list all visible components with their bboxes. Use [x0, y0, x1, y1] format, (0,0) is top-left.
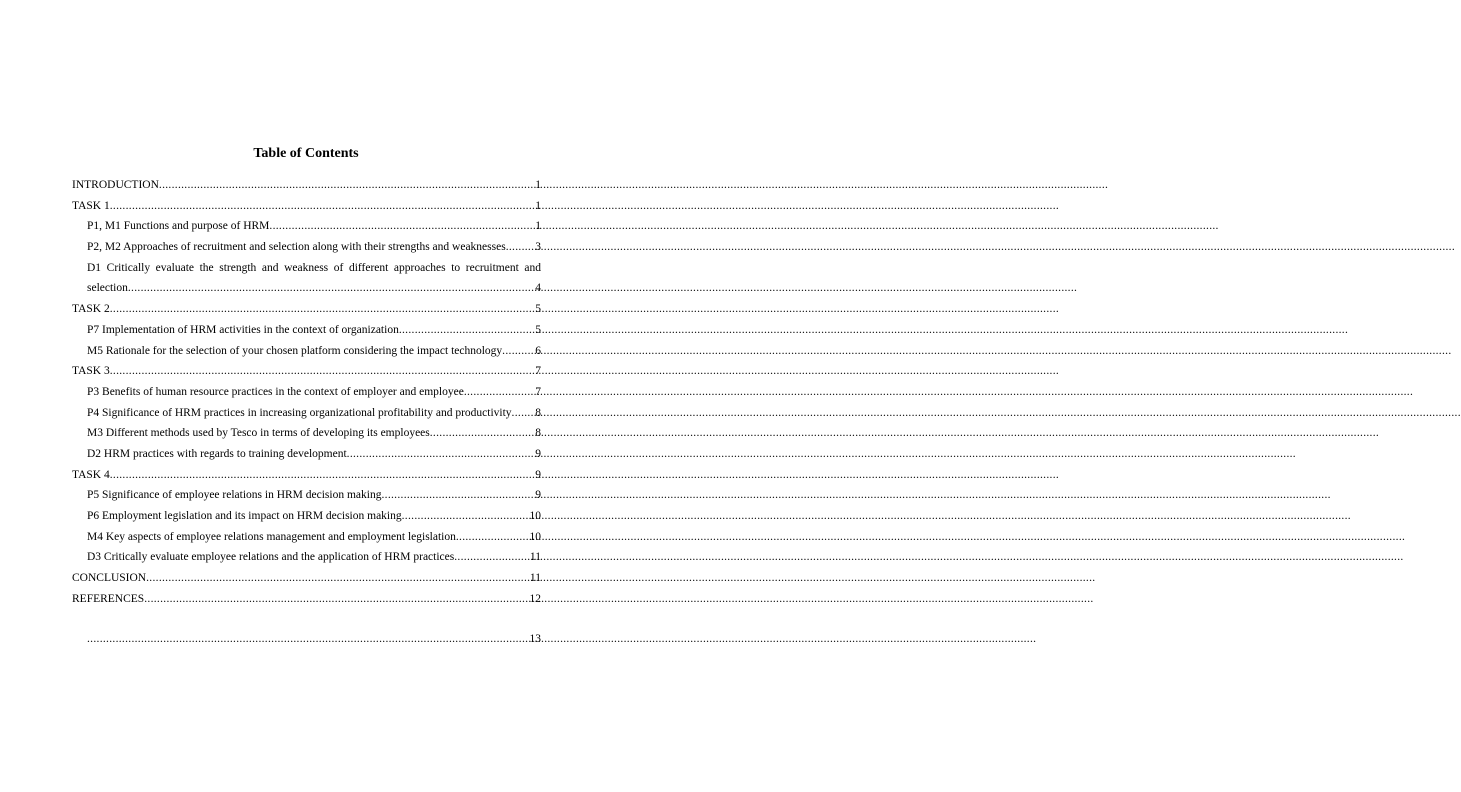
toc-entry-task-3[interactable]	[72, 361, 541, 382]
toc-entry-label: D3 Critically evaluate employee relations and the application of HRM practices	[87, 551, 455, 564]
toc-entry-label: M4 Key aspects of employee relations management and employment legislation	[87, 530, 456, 543]
toc-entry-d2[interactable]	[72, 444, 541, 465]
toc-entry-p6[interactable]	[72, 506, 541, 527]
toc-page-number: 9	[535, 468, 541, 481]
toc-entry-label: P6 Employment legislation and its impact on HRM decision making	[87, 510, 402, 522]
toc-page-number: 11	[529, 572, 541, 585]
toc-entry-label: TASK 4	[72, 468, 110, 481]
dot-leader	[144, 589, 528, 610]
dot-leader	[110, 299, 535, 320]
toc-entry-references[interactable]	[72, 589, 541, 610]
dot-leader	[456, 527, 529, 548]
toc-page-number: 1	[535, 179, 541, 191]
dot-leader	[506, 237, 535, 258]
toc-entry-task-4[interactable]	[72, 465, 541, 486]
toc-entry-label: D2 HRM practices with regards to training development	[87, 447, 347, 460]
toc-page-number: 10	[529, 510, 541, 522]
toc-page-number: 7	[535, 365, 541, 378]
toc-page-number: 1	[535, 220, 541, 233]
dot-leader	[110, 196, 535, 217]
toc-page-number: 8	[535, 427, 541, 440]
toc-entry-unlabeled[interactable]	[72, 629, 541, 650]
dot-leader	[146, 568, 529, 589]
toc-page-number: 9	[535, 447, 541, 460]
toc-entry-label: P2, M2 Approaches of recruitment and selection along with their strengths and weaknesses	[87, 241, 506, 254]
dot-leader	[502, 341, 534, 362]
toc-entry-label: P1, M1 Functions and purpose of HRM	[87, 220, 270, 233]
toc-page-number: 11	[529, 551, 541, 564]
toc-entry-conclusion[interactable]	[72, 568, 541, 589]
toc-page-number: 3	[535, 241, 541, 254]
toc-entry-m4[interactable]	[72, 527, 541, 548]
toc-entry-label: P5 Significance of employee relations in HRM decision making	[87, 489, 382, 502]
dot-leader	[110, 361, 535, 382]
dot-leader	[402, 506, 529, 527]
toc-entry-m3[interactable]	[72, 423, 541, 444]
toc-entry-label: M5 Rationale for the selection of your chosen platform considering the impact technology	[87, 344, 503, 357]
toc-entry-label: CONCLUSION	[72, 572, 147, 585]
toc-title: Table of Contents	[253, 146, 359, 161]
toc-entry-m5[interactable]	[72, 341, 541, 362]
toc-page-number: 7	[535, 385, 541, 398]
toc-entry-label: P4 Significance of HRM practices in increasing organizational profitability and productivity	[87, 406, 512, 419]
toc-entry-label: TASK 1	[72, 199, 110, 212]
dot-leader	[430, 423, 535, 444]
toc-page-number: 12	[529, 592, 541, 605]
toc-entry-d1-line2[interactable]	[72, 278, 541, 299]
dot-leader	[128, 278, 534, 299]
dot-leader	[347, 444, 535, 465]
toc-entry-label: INTRODUCTION	[72, 179, 159, 191]
toc-entry-task-2[interactable]	[72, 299, 541, 320]
toc-entry-d3[interactable]	[72, 547, 541, 568]
toc-entry-label: TASK 3	[72, 365, 110, 378]
toc-entry-p7[interactable]	[72, 320, 541, 341]
toc-entry-task-1[interactable]	[72, 196, 541, 217]
toc-entry-d1-line1[interactable]: D1 Critically evaluate the strength and weakness of different approaches to recruitment and	[87, 261, 541, 274]
toc-entry-label: M3 Different methods used by Tesco in terms of developing its employees	[87, 427, 430, 440]
toc-page-number: 6	[535, 344, 541, 357]
toc-page-number: 1	[535, 199, 541, 212]
toc-entry-label: TASK 2	[72, 303, 110, 316]
toc-page-number: 13	[529, 633, 541, 646]
toc-entry-introduction[interactable]	[72, 175, 541, 196]
toc-entry-p1-m1[interactable]	[72, 216, 541, 237]
toc-page-number: 10	[529, 530, 541, 543]
dot-leader	[87, 629, 529, 650]
dot-leader	[159, 175, 534, 196]
toc-page-number: 5	[535, 303, 541, 316]
dot-leader	[512, 403, 535, 424]
spacer	[72, 609, 541, 629]
toc-entry-p4[interactable]	[72, 403, 541, 424]
dot-leader	[454, 547, 529, 568]
toc-page-number: 8	[535, 406, 541, 419]
toc-entry-label: P7 Implementation of HRM activities in the context of organization	[87, 323, 399, 336]
toc-page-number: 5	[535, 323, 541, 336]
toc-entry-p5[interactable]	[72, 485, 541, 506]
toc-entry-label: selection	[87, 282, 128, 295]
toc-entry-p3[interactable]	[72, 382, 541, 403]
dot-leader	[464, 382, 534, 403]
toc-entry-label: REFERENCES	[72, 592, 145, 605]
dot-leader	[110, 465, 535, 486]
toc-page-number: 4	[535, 282, 541, 295]
dot-leader	[399, 320, 534, 341]
table-of-contents	[72, 175, 541, 650]
toc-page-number: 9	[535, 489, 541, 502]
toc-entry-p2-m2[interactable]	[72, 237, 541, 258]
dot-leader	[269, 216, 534, 237]
toc-entry-label: P3 Benefits of human resource practices in the context of employer and employee	[87, 385, 464, 398]
dot-leader	[381, 485, 534, 506]
